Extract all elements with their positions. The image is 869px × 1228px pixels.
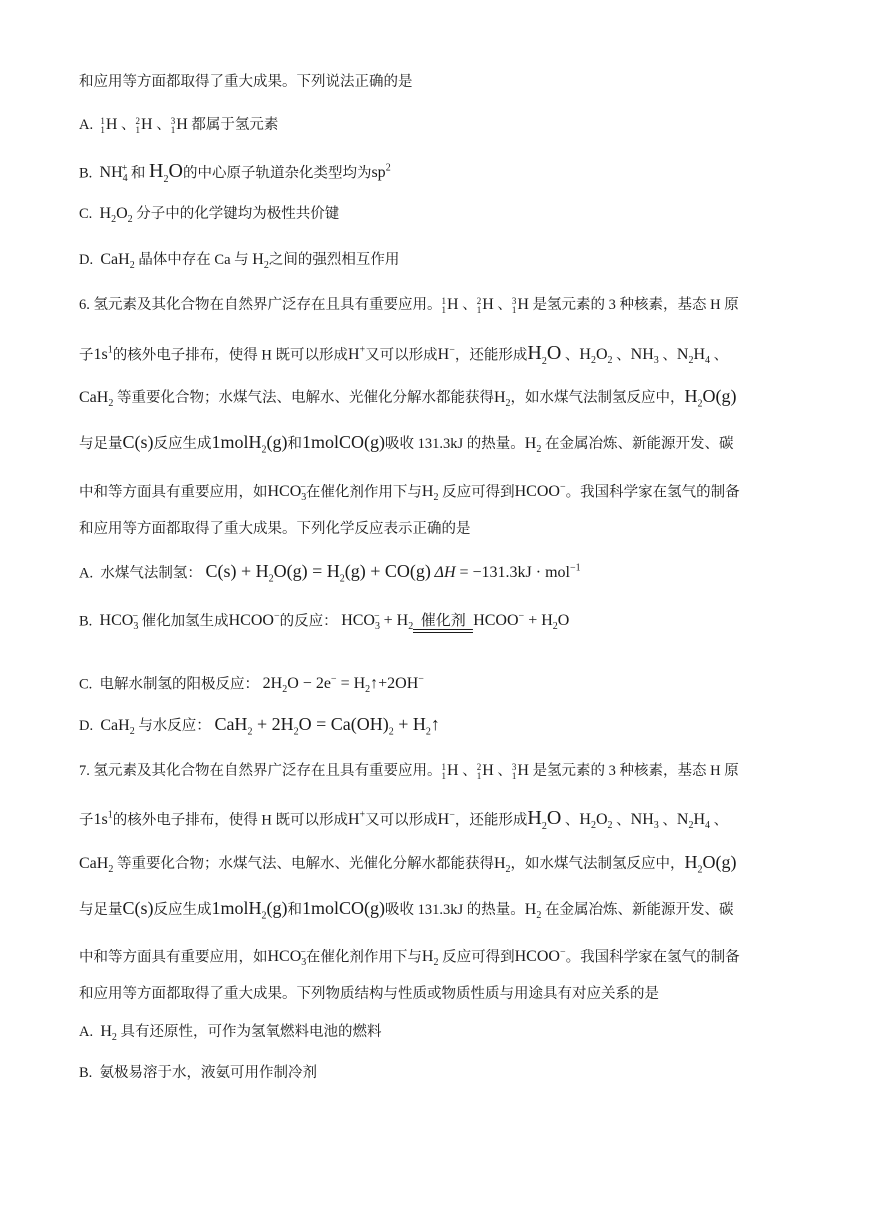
passage-line-2: 子$1s^1$的核外电子排布，使得 H 既可以形成H+又可以形成H−，还能形成$H_2O$ 、$H_2O_2$ 、$NH_3$ 、$N_2H_4$ 、 [79, 807, 729, 833]
option-a: A. 水煤气法制氢： $C(s) + H_2O(g) = H_2(g) + CO(g) \Delta H = -131.3kJ \cdot mol^{-1}$ [79, 561, 581, 585]
option-d: D. CaH$_2$ 晶体中存在 Ca 与 $H_2$之间的强烈相互作用 [79, 251, 400, 272]
option-d: D. CaH$_2$ 与水反应： $CaH_2 + 2H_2O = Ca(OH)_2$ + $H_2↑$ [79, 714, 440, 738]
question-7-line-1: 7. 氢元素及其化合物在自然界广泛存在且具有重要应用。 1 1 H 、 2 1 H 、 3 1 H 是氢元素的 3 种核素，基态 H 原 [79, 761, 739, 781]
question-6-line-1: 6. 氢元素及其化合物在自然界广泛存在且具有重要应用。 1 1 H 、 2 1 H 、 3 1 H 是氢元素的 3 种核素，基态 H 原 [79, 295, 739, 315]
passage-line-4: 与足量C(s)反应生成1molH$_2$(g)和1molCO(g)吸收 131.3kJ 的热量。$H_2$ 在金属冶炼、新能源开发、碳 [79, 898, 734, 922]
option-label: B. [79, 1065, 93, 1081]
option-c: C. 电解水制氢的阳极反应： $2H_2O - 2e^-$ = $H_2↑+2OH^-$ [79, 674, 424, 696]
option-b: B. $HCO_3^-$ 催化加氢生成HCOO−的反应： $HCO_3^- + H_2$ 催化剂 HCOO− + $H_2O$ [79, 610, 570, 633]
option-label: A. [79, 117, 94, 133]
option-text: 都属于氢元素 [191, 117, 279, 133]
option-a: A. $H_2$ 具有还原性，可作为氢氧燃料电池的燃料 [79, 1023, 382, 1044]
option-label: B. [79, 165, 93, 182]
option-label: D. [79, 718, 94, 734]
question-6-stem: 和应用等方面都取得了重大成果。下列化学反应表示正确的是 [79, 521, 471, 537]
option-c: C. $H_2O_2$ 分子中的化学键均为极性共价键 [79, 205, 340, 226]
passage-line-5: 中和等方面具有重要应用，如$HCO_3^-$在催化剂作用下与$H_2$ 反应可得到HCOO−。我国科学家在氢气的制备 [79, 947, 740, 969]
paragraph-text: 和应用等方面都取得了重大成果。下列说法正确的是 [79, 74, 413, 90]
option-label: A. [79, 565, 94, 582]
option-b: B. $NH_4^+$ 和 $H_2O$的中心原子轨道杂化类型均为$sp^2$ [79, 160, 391, 186]
option-label: C. [79, 206, 93, 222]
isotope-notation: 1 1 [100, 115, 105, 135]
passage-line-3: CaH$_2$ 等重要化合物；水煤气法、电解水、光催化分解水都能获得$H_2$，如水煤气法制氢反应中，$H_2O(g)$ [79, 852, 737, 876]
passage-line-5: 中和等方面具有重要应用，如$HCO_3^-$在催化剂作用下与$H_2$ 反应可得到HCOO−。我国科学家在氢气的制备 [79, 482, 740, 504]
option-label: C. [79, 676, 93, 693]
option-label: A. [79, 1024, 94, 1040]
passage-line-3: CaH$_2$ 等重要化合物；水煤气法、电解水、光催化分解水都能获得$H_2$，如水煤气法制氢反应中，$H_2O(g)$ [79, 386, 737, 410]
option-b: B. 氨极易溶于水，液氨可用作制冷剂 [79, 1065, 318, 1081]
reaction-condition: 催化剂 [413, 612, 473, 633]
passage-line-4: 与足量C(s)反应生成1molH$_2$(g)和1molCO(g)吸收 131.3kJ 的热量。$H_2$ 在金属冶炼、新能源开发、碳 [79, 432, 734, 456]
passage-line-2: 子$1s^1$的核外电子排布，使得 H 既可以形成H+又可以形成H−，还能形成$H_2O$ 、$H_2O_2$ 、$NH_3$ 、$N_2H_4$ 、 [79, 342, 729, 368]
option-label: B. [79, 613, 93, 630]
text-line [79, 70, 791, 96]
option-label: D. [79, 252, 94, 268]
option-a: A. 1 1 H 、 2 1 H 、 3 1 H 都属于氢元素 [79, 115, 279, 135]
question-7-stem: 和应用等方面都取得了重大成果。下列物质结构与性质或物质性质与用途具有对应关系的是 [79, 986, 659, 1002]
